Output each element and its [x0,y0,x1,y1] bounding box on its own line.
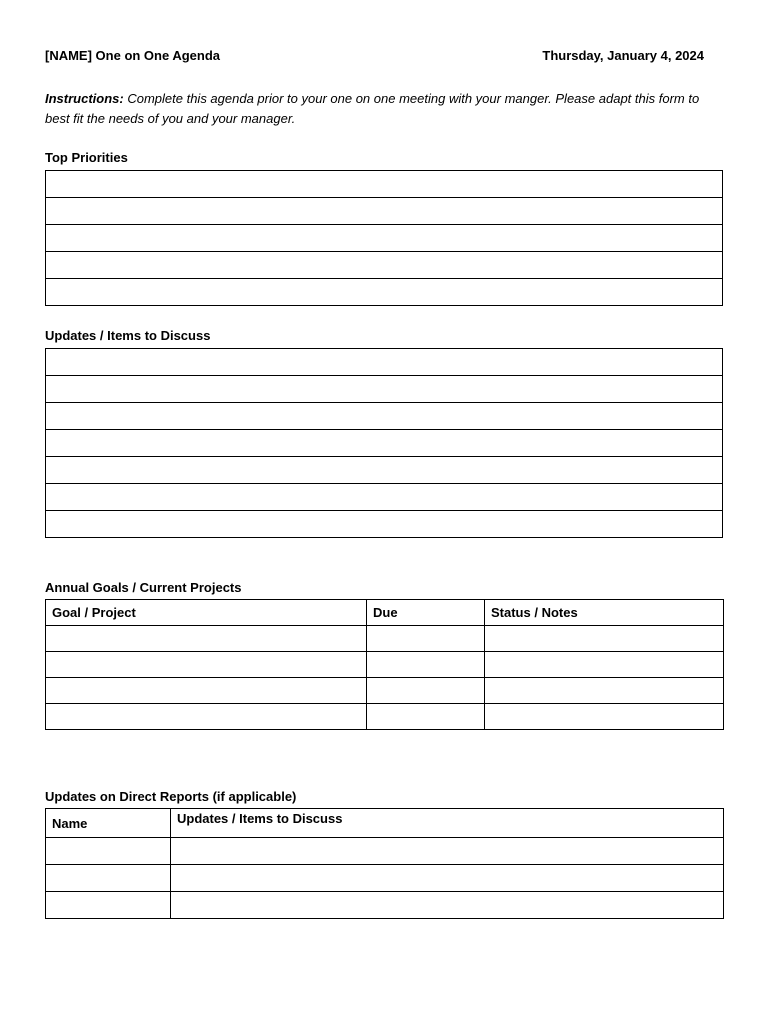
document-date: Thursday, January 4, 2024 [542,48,704,63]
table-row [46,376,723,403]
instructions [45,89,725,128]
instructions-text: Complete this agenda prior to your one on one meeting with your manger. Please adapt this form to best fit the needs of you and your manager. [45,91,700,126]
direct-reports-title: Updates on Direct Reports (if applicable) [45,789,297,804]
status-cell[interactable] [485,704,724,730]
column-header-name: Name [46,809,171,838]
column-header-status-notes: Status / Notes [485,600,724,626]
table-row [46,626,724,652]
table-row [46,484,723,511]
priority-cell[interactable] [46,171,723,198]
table-row [46,403,723,430]
table-row [46,511,723,538]
report-update-cell[interactable] [171,865,724,892]
due-cell[interactable] [367,626,485,652]
column-header-due: Due [367,600,485,626]
column-header-updates: Updates / Items to Discuss [171,809,724,838]
column-header-goal-project: Goal / Project [46,600,367,626]
report-update-cell[interactable] [171,892,724,919]
name-cell[interactable] [46,865,171,892]
due-cell[interactable] [367,704,485,730]
update-cell[interactable] [46,349,723,376]
table-row [46,652,724,678]
goal-cell[interactable] [46,678,367,704]
table-row [46,838,724,865]
goals-table [45,599,724,730]
goal-cell[interactable] [46,704,367,730]
report-update-cell[interactable] [171,838,724,865]
table-header-row [46,809,724,838]
table-row [46,678,724,704]
document-title: [NAME] One on One Agenda [45,48,221,63]
name-cell[interactable] [46,892,171,919]
table-row [46,171,723,198]
top-priorities-title: Top Priorities [45,150,128,165]
update-cell[interactable] [46,457,723,484]
due-cell[interactable] [367,652,485,678]
status-cell[interactable] [485,652,724,678]
name-cell[interactable] [46,838,171,865]
update-cell[interactable] [46,430,723,457]
goal-cell[interactable] [46,626,367,652]
priority-cell[interactable] [46,279,723,306]
table-row [46,865,724,892]
goal-cell[interactable] [46,652,367,678]
table-row [46,225,723,252]
status-cell[interactable] [485,678,724,704]
due-cell[interactable] [367,678,485,704]
updates-title: Updates / Items to Discuss [45,328,211,343]
status-cell[interactable] [485,626,724,652]
goals-title: Annual Goals / Current Projects [45,580,242,595]
table-row [46,704,724,730]
update-cell[interactable] [46,403,723,430]
table-row [46,252,723,279]
table-row [46,892,724,919]
table-header-row [46,600,724,626]
table-row [46,279,723,306]
priority-cell[interactable] [46,252,723,279]
table-row [46,457,723,484]
updates-table [45,348,723,538]
update-cell[interactable] [46,484,723,511]
update-cell[interactable] [46,376,723,403]
table-row [46,349,723,376]
table-row [46,198,723,225]
table-row [46,430,723,457]
priority-cell[interactable] [46,198,723,225]
update-cell[interactable] [46,511,723,538]
top-priorities-table [45,170,723,306]
instructions-label: Instructions: [45,91,124,106]
priority-cell[interactable] [46,225,723,252]
direct-reports-table [45,808,724,919]
